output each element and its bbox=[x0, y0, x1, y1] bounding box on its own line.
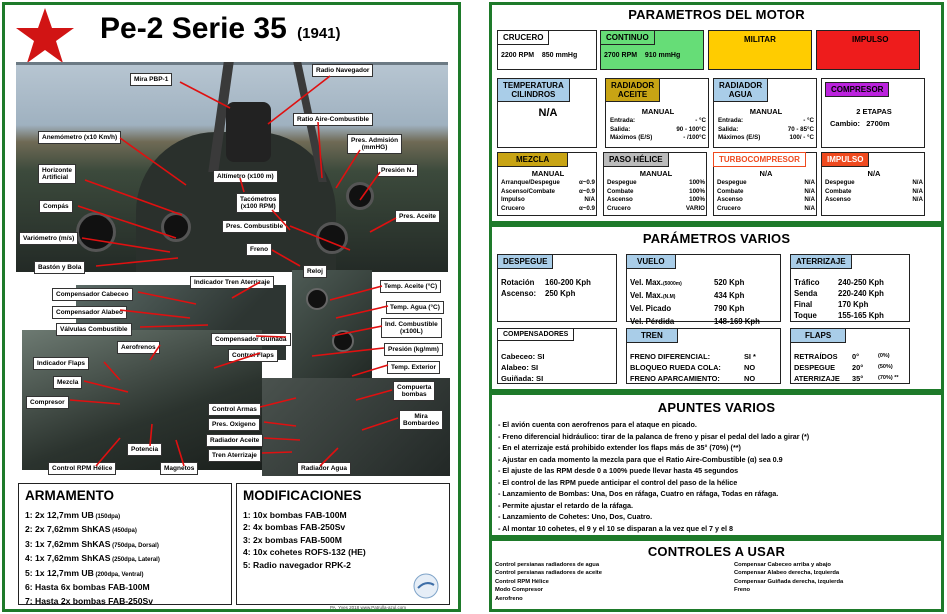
param-value: - /100°C bbox=[683, 134, 706, 142]
impulso2-box: IMPULSO N/A Despegue N/A Combate N/A Ascenso N/A bbox=[821, 152, 925, 216]
controles-right-list bbox=[734, 561, 934, 595]
apunte-item: - En el aterrizaje está prohibido extender los flaps más de 35° (70%) (**) bbox=[498, 443, 741, 452]
controles-left-list bbox=[495, 561, 715, 603]
param-row bbox=[501, 288, 613, 299]
label-tempagua: Temp. Agua (°C) bbox=[386, 301, 444, 314]
label-horizonte: Horizonte Artificial bbox=[38, 164, 76, 184]
param-value: - °C bbox=[695, 117, 706, 124]
param-value: N/A bbox=[912, 196, 923, 204]
param-label: Combate bbox=[717, 187, 744, 195]
param-row bbox=[717, 188, 815, 197]
label-taco: Tacómetros (x100 RPM) bbox=[236, 193, 280, 213]
param-label: Salida: bbox=[718, 125, 739, 133]
apunte-item: - Lanzamiento de Bombas: Una, Dos en ráfaga, Cuatro en ráfaga, Todas en ráfaga. bbox=[498, 489, 779, 498]
param-row bbox=[718, 126, 814, 135]
controles-title: CONTROLES A USAR bbox=[647, 544, 786, 559]
modificaciones-item: 4: 10x cohetes ROFS-132 (HE) bbox=[243, 547, 366, 558]
armamento-item-sub: (250dpa, Lateral) bbox=[110, 557, 160, 564]
footer-credit: PA_Yves 2018 www.Patrulla-azul.com bbox=[330, 605, 406, 610]
armamento-item-sub: (200dpa, Ventral) bbox=[93, 571, 144, 578]
militar-box: MILITAR bbox=[708, 30, 812, 70]
label-tempext: Temp. Exterior bbox=[387, 361, 440, 374]
param-row bbox=[630, 303, 778, 316]
label-presoxig: Pres. Oxigeno bbox=[208, 418, 260, 431]
param-row bbox=[630, 351, 778, 362]
param-value: 100% bbox=[689, 187, 705, 195]
param-pct: (70%) ** bbox=[878, 375, 899, 381]
param-pct: (0%) bbox=[878, 353, 890, 359]
control-item: Aerofreno bbox=[495, 595, 523, 602]
param-value: 790 Kph bbox=[714, 304, 745, 313]
param-label: Ascenso bbox=[607, 196, 633, 204]
armamento-item bbox=[25, 567, 225, 581]
param-value: N/A bbox=[804, 204, 815, 212]
control-item: Control RPM Hélice bbox=[495, 578, 549, 585]
param-row bbox=[794, 277, 906, 288]
param-value: 0° bbox=[852, 352, 860, 361]
modificaciones-list bbox=[243, 509, 443, 571]
label-presadm: Pres. Admisión (mmHG) bbox=[347, 134, 402, 154]
label-radagua: Radiador Agua bbox=[297, 462, 351, 475]
control-item: Freno bbox=[734, 587, 751, 594]
param-label: Ascenso bbox=[717, 196, 743, 204]
modificaciones-item: 5: Radio navegador RPK-2 bbox=[243, 559, 351, 570]
impulso-box: IMPULSO bbox=[816, 30, 920, 70]
param-label-sub: (N.M) bbox=[662, 294, 676, 300]
param-label: FRENO DIFERENCIAL: bbox=[630, 352, 711, 361]
control-item: Compensar Alabeo derecha, Izquierda bbox=[734, 570, 840, 577]
param-row: Alabeo: SI bbox=[501, 363, 539, 372]
param-label: Entrada: bbox=[610, 117, 636, 124]
label-mirabomb: Mira Bombardeo bbox=[399, 410, 443, 430]
param-row: Cabeceo: SI bbox=[501, 352, 545, 361]
param-row bbox=[610, 117, 706, 126]
param-row bbox=[630, 362, 778, 373]
param-value: NO bbox=[744, 363, 756, 372]
param-label: BLOQUEO RUEDA COLA: bbox=[630, 363, 721, 372]
apunte-item: - Al montar 10 cohetes, el 9 y el 10 se disparan a la vez que el 7 y el 8 bbox=[498, 523, 734, 533]
aircraft-year: (1941) bbox=[297, 25, 341, 42]
param-value: 20° bbox=[852, 363, 864, 372]
param-value: 148-169 Kph bbox=[714, 317, 760, 326]
param-value: 520 Kph bbox=[714, 278, 745, 287]
label-potencia: Potencia bbox=[127, 443, 162, 456]
armamento-section bbox=[18, 483, 232, 605]
vuelo-box: VUELO Vel. Max.(5000m) 520 Kph Vel. Max.(N.M) 434 Kph Vel. Picado 790 Kph Vel. Pérdida 148-169 Kph bbox=[626, 254, 781, 322]
armamento-item-sub: (450dpa) bbox=[110, 528, 137, 535]
squadron-logo-icon bbox=[412, 572, 440, 600]
armamento-list bbox=[25, 509, 225, 610]
label-ratio: Ratio Aire-Combustible bbox=[293, 113, 373, 126]
armamento-title: ARMAMENTO bbox=[25, 488, 114, 503]
param-value: 100/ - °C bbox=[789, 134, 814, 142]
param-label: Crucero bbox=[717, 204, 741, 212]
mezcla-box: MEZCLA MANUAL Arranque/Despegue α~0.9 Ascenso/Combate α~0.9 Impulso N/A Crucero α~0.9 bbox=[497, 152, 597, 216]
apunte-item: - El control de las RPM puede anticipar el control del paso de la hélice bbox=[498, 477, 738, 487]
label-indcomb: Ind. Combustible (x100L) bbox=[381, 318, 442, 338]
param-label: Entrada: bbox=[718, 117, 744, 124]
armamento-item bbox=[25, 509, 225, 523]
apuntes-title: APUNTES VARIOS bbox=[657, 400, 776, 415]
param-value: N/A bbox=[912, 179, 923, 186]
param-row bbox=[825, 196, 923, 205]
param-value: α~0.9 bbox=[578, 179, 595, 186]
param-value: 90 - 100°C bbox=[676, 125, 706, 133]
label-compuerta: Compuerta bombas bbox=[393, 381, 435, 401]
apunte-item: - Freno diferencial hidráulico: tirar de la palanca de freno y pisar el pedal del lado a girar (*) bbox=[498, 431, 810, 441]
modificaciones-title: MODIFICACIONES bbox=[243, 488, 362, 503]
param-value: SI * bbox=[744, 352, 756, 361]
param-label: Senda bbox=[794, 289, 818, 298]
label-valvulas: Válvulas Combustible bbox=[56, 323, 132, 336]
armamento-item bbox=[25, 595, 225, 609]
label-aerofrenos: Aerofrenos bbox=[117, 341, 160, 354]
apuntes-list bbox=[498, 419, 938, 534]
param-label-main: Vel. Max. bbox=[630, 278, 663, 287]
param-value: N/A bbox=[804, 187, 815, 195]
label-compresor: Compresor bbox=[26, 396, 69, 409]
varios-title: PARÁMETROS VARIOS bbox=[642, 231, 791, 246]
crucero-box: CRUCERO 2200 RPM 850 mmHg bbox=[497, 30, 597, 70]
param-label: Ascenso/Combate bbox=[501, 187, 555, 195]
param-label: Combate bbox=[825, 187, 852, 195]
param-row bbox=[794, 373, 908, 384]
param-value: 35° bbox=[852, 374, 864, 383]
label-compalabeo: Compensador Alabeo bbox=[52, 306, 127, 319]
label-radio: Radio Navegador bbox=[312, 64, 373, 77]
label-ctrlrpm: Control RPM Hélice bbox=[48, 462, 116, 475]
param-label: Despegue bbox=[825, 179, 855, 186]
apunte-item: - Permite ajustar el retardo de la ráfaga. bbox=[498, 500, 634, 510]
param-label: Crucero bbox=[501, 204, 525, 212]
param-row bbox=[607, 188, 705, 197]
param-label: Arranque/Despegue bbox=[501, 179, 560, 186]
radiador-aceite-box: RADIADOR ACEITE MANUAL Entrada: - °C Salida: 90 - 100°C Máximos (E/S) - /100°C bbox=[605, 78, 709, 148]
label-trenaterr: Tren Aterrizaje bbox=[208, 449, 261, 462]
apunte-item: - Ajustar en cada momento la mezcla para que el Ratio Aire-Combustible (α) sea 0.9 bbox=[498, 454, 783, 464]
label-tempaceite: Temp. Aceite (°C) bbox=[380, 280, 441, 293]
param-row bbox=[607, 205, 705, 214]
param-row bbox=[607, 179, 705, 188]
temp-cilindros-box: TEMPERATURA CILINDROS N/A bbox=[497, 78, 597, 148]
modificaciones-section bbox=[236, 483, 450, 605]
armamento-item-main: 5: 1x 12,7mm UB bbox=[25, 567, 94, 578]
param-row bbox=[825, 179, 923, 188]
param-value: 100% bbox=[689, 196, 705, 204]
label-indflaps: Indicador Flaps bbox=[33, 357, 89, 370]
armamento-item-sub: (150dpa) bbox=[93, 514, 121, 520]
param-label: Impulso bbox=[501, 196, 525, 204]
label-altimetro: Altímetro (x100 m) bbox=[213, 170, 278, 183]
param-label: Ascenso: bbox=[501, 289, 537, 298]
param-label bbox=[630, 303, 714, 316]
param-label-main: Vel. Max. bbox=[630, 291, 663, 300]
label-magnetos: Magnetos bbox=[160, 462, 198, 475]
param-label: Ascenso bbox=[825, 196, 851, 204]
control-item: Compensar Guiñada derecha, izquierda bbox=[734, 578, 844, 585]
label-presion: Presión (kg/mm) bbox=[384, 343, 443, 356]
param-label: Máximos (E/S) bbox=[610, 134, 653, 142]
armamento-item-main: 3: 1x 7,62mm ShKAS bbox=[25, 538, 111, 549]
param-row bbox=[610, 134, 706, 143]
param-value: 160-200 Kph bbox=[545, 278, 591, 287]
param-label: DESPEGUE bbox=[794, 363, 836, 372]
param-label-main: Vel. Picado bbox=[630, 304, 672, 313]
param-row bbox=[610, 126, 706, 135]
param-label: Despegue bbox=[607, 179, 637, 186]
param-row bbox=[794, 288, 906, 299]
param-label: FRENO APARCAMIENTO: bbox=[630, 374, 720, 383]
param-value: 70 - 85°C bbox=[787, 125, 814, 133]
apunte-item: - Lanzamiento de Cohetes: Uno, Dos, Cuatro. bbox=[498, 512, 653, 521]
param-label: ATERRIZAJE bbox=[794, 374, 840, 383]
armamento-item bbox=[25, 581, 225, 595]
param-value: N/A bbox=[804, 196, 815, 204]
param-value: NO bbox=[744, 374, 756, 383]
param-value: 434 Kph bbox=[714, 291, 745, 300]
param-value: α~0.9 bbox=[578, 187, 595, 195]
param-value: N/A bbox=[804, 179, 815, 186]
param-row bbox=[607, 196, 705, 205]
param-label: RETRAÍDOS bbox=[794, 352, 838, 361]
control-item: Control persianas radiadores de agua bbox=[495, 562, 600, 568]
radiador-agua-box: RADIADOR AGUA MANUAL Entrada: - °C Salida: 70 - 85°C Máximos (E/S) 100/ - °C bbox=[713, 78, 817, 148]
param-row bbox=[501, 205, 595, 214]
motor-title: PARAMETROS DEL MOTOR bbox=[628, 7, 805, 22]
control-item: Compensar Cabeceo arriba y abajo bbox=[734, 562, 831, 568]
param-row: Guiñada: SI bbox=[501, 374, 544, 383]
armamento-item-main: 7: Hasta 2x bombas FAB-250Sv bbox=[25, 596, 154, 607]
param-value: 220-240 Kph bbox=[838, 289, 884, 298]
param-row bbox=[501, 188, 595, 197]
param-value: 250 Kph bbox=[545, 289, 576, 298]
param-label bbox=[630, 290, 714, 303]
param-value: 240-250 Kph bbox=[838, 278, 884, 287]
param-row bbox=[630, 290, 778, 303]
label-baston: Bastón y Bola bbox=[34, 261, 85, 274]
aterrizaje-box: ATERRIZAJE Tráfico 240-250 Kph Senda 220-240 Kph Final 170 Kph Toque 155-165 Kph bbox=[790, 254, 910, 322]
label-compas: Compás bbox=[39, 200, 73, 213]
despegue-box: DESPEGUE Rotación 160-200 Kph Ascenso: 250 Kph bbox=[497, 254, 617, 322]
control-item: Control persianas radiadores de aceite bbox=[495, 570, 602, 577]
modificaciones-item: 2: 4x bombas FAB-250Sv bbox=[243, 522, 346, 533]
red-star-icon bbox=[14, 6, 76, 66]
param-label: Máximos (E/S) bbox=[718, 134, 761, 142]
page-title bbox=[100, 12, 341, 46]
armamento-item bbox=[25, 552, 225, 566]
compresor-box: COMPRESOR 2 ETAPAS Cambio: 2700m bbox=[821, 78, 925, 148]
aircraft-name: Pe-2 Serie 35 bbox=[100, 12, 287, 45]
cockpit-photo-right-panel bbox=[292, 270, 372, 390]
param-value: VARIO bbox=[685, 204, 705, 212]
param-row bbox=[630, 277, 778, 290]
modificaciones-item: 1: 10x bombas FAB-100M bbox=[243, 510, 347, 520]
label-radaceite: Radiador Aceite bbox=[206, 434, 263, 447]
param-value: - °C bbox=[803, 117, 814, 124]
param-row bbox=[717, 179, 815, 188]
continuo-box: CONTINUO 2700 RPM 910 mmHg bbox=[600, 30, 704, 70]
param-value: N/A bbox=[584, 196, 595, 204]
param-label: Toque bbox=[794, 311, 817, 320]
param-value: α~0.9 bbox=[578, 204, 595, 212]
param-row bbox=[794, 362, 908, 373]
control-item: Modo Compresor bbox=[495, 587, 543, 594]
flaps-box: FLAPS RETRAÍDOS 0° (0%) DESPEGUE 20° (50%) ATERRIZAJE 35° (70%) ** bbox=[790, 328, 910, 384]
label-compguinada: Compensador Guiñada bbox=[211, 333, 291, 346]
param-label: Salida: bbox=[610, 125, 631, 133]
label-freno: Freno bbox=[246, 243, 272, 256]
param-row bbox=[717, 205, 815, 214]
apunte-item: - El ajuste de las RPM desde 0 a 100% puede llevar hasta 45 segundos bbox=[498, 466, 739, 475]
modificaciones-item: 3: 2x bombas FAB-500M bbox=[243, 534, 342, 545]
armamento-item-main: 1: 2x 12,7mm UB bbox=[25, 510, 94, 520]
label-indtren: Indicador Tren Aterrizaje bbox=[190, 276, 274, 289]
param-value: 155-165 Kph bbox=[838, 311, 884, 320]
label-mira: Mira PBP-1 bbox=[130, 73, 172, 86]
param-row bbox=[825, 188, 923, 197]
param-row bbox=[501, 179, 595, 188]
param-label: Combate bbox=[607, 187, 634, 195]
param-label-sub: (5000m) bbox=[662, 281, 682, 287]
param-label: Despegue bbox=[717, 179, 747, 186]
param-value: 100% bbox=[689, 179, 705, 186]
turbo-box: TURBOCOMPRESOR N/A Despegue N/A Combate N/A Ascenso N/A Crucero N/A bbox=[713, 152, 817, 216]
param-row bbox=[794, 351, 908, 362]
compensadores-box: COMPENSADORES Cabeceo: SI Alabeo: SI Guiñada: SI bbox=[497, 328, 617, 384]
param-row bbox=[501, 277, 613, 288]
armamento-item-main: 2: 2x 7,62mm ShKAS bbox=[25, 524, 111, 535]
param-row bbox=[794, 299, 906, 310]
armamento-item-main: 6: Hasta 6x bombas FAB-100M bbox=[25, 582, 150, 593]
armamento-item bbox=[25, 538, 225, 552]
param-label: Rotación bbox=[501, 278, 535, 287]
paso-helice-box: PASO HÉLICE MANUAL Despegue 100% Combate 100% Ascenso 100% Crucero VARIO bbox=[603, 152, 707, 216]
armamento-item bbox=[25, 523, 225, 537]
armamento-item-main: 4: 1x 7,62mm ShKAS bbox=[25, 553, 111, 564]
param-label: Tráfico bbox=[794, 278, 820, 287]
param-pct: (50%) bbox=[878, 364, 893, 370]
label-ctrlarmas: Control Armas bbox=[208, 403, 261, 416]
label-reloj: Reloj bbox=[303, 265, 327, 278]
param-row bbox=[718, 134, 814, 143]
apunte-item: - El avión cuenta con aerofrenos para el ataque en picado. bbox=[498, 420, 697, 429]
param-label: Crucero bbox=[607, 204, 631, 212]
label-presn2: Presión N₂ bbox=[377, 164, 418, 177]
param-label-main: Vel. Pérdida bbox=[630, 317, 675, 326]
label-presaceite: Pres. Aceite bbox=[395, 210, 440, 223]
param-row bbox=[501, 196, 595, 205]
param-row bbox=[718, 117, 814, 126]
param-row bbox=[717, 196, 815, 205]
label-mezcla: Mezcla bbox=[53, 376, 82, 389]
param-value: 170 Kph bbox=[838, 300, 869, 309]
label-vario: Variómetro (m/s) bbox=[19, 232, 78, 245]
label-anemo: Anemómetro (x10 Km/h) bbox=[38, 131, 121, 144]
param-value: N/A bbox=[912, 187, 923, 195]
param-label: Final bbox=[794, 300, 813, 309]
tren-box: TREN FRENO DIFERENCIAL: SI * BLOQUEO RUEDA COLA: NO FRENO APARCAMIENTO: NO bbox=[626, 328, 781, 384]
param-label bbox=[630, 277, 714, 290]
label-compcabeceo: Compensador Cabeceo bbox=[52, 288, 133, 301]
armamento-item-sub: (750dpa, Dorsal) bbox=[110, 542, 159, 549]
label-prescomb: Pres. Combustible bbox=[222, 220, 287, 233]
label-ctrlflaps: Control Flaps bbox=[228, 349, 278, 362]
param-row bbox=[630, 373, 778, 384]
param-row bbox=[794, 310, 906, 321]
